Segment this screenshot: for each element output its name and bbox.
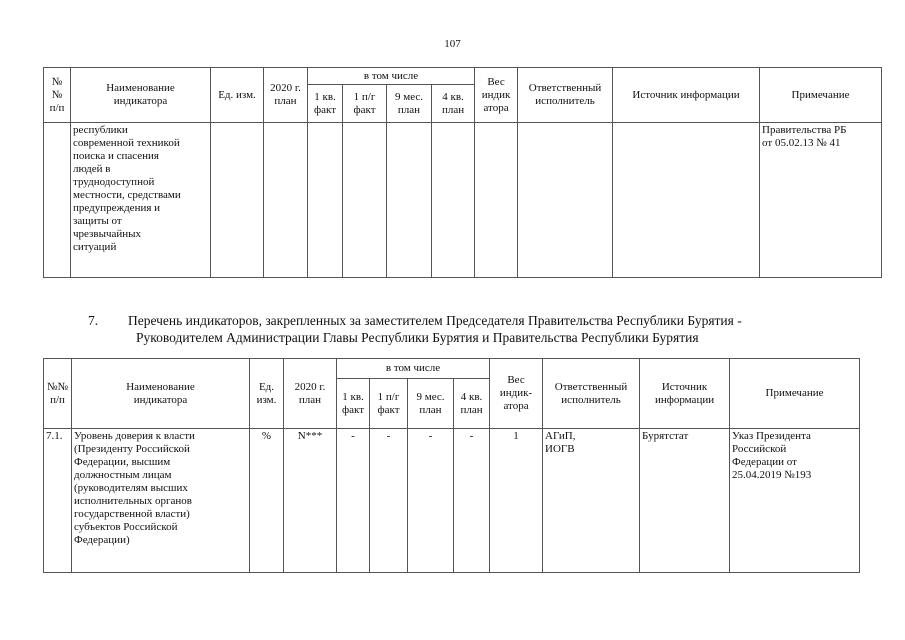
indicator-note: Правительства РБ от 05.02.13 № 41 (760, 123, 882, 278)
header-num: №№ п/п (44, 359, 72, 429)
header-9m-plan: 9 мес. план (387, 85, 432, 123)
indicator-unit: % (250, 429, 284, 573)
section-title-line1: Перечень индикаторов, закрепленных за заместителем Председателя Правительства Республики Бурятия - (128, 313, 742, 328)
page-number: 107 (444, 38, 461, 50)
header-responsible: Ответственный исполнитель (543, 359, 640, 429)
section-title-line2: Руководителем Администрации Главы Республики Бурятия и Правительства Республики Бурятия (136, 330, 699, 345)
header-note: Примечание (730, 359, 860, 429)
header-weight: Вес индик- атора (490, 359, 543, 429)
header-including: в том числе (337, 359, 490, 379)
header-weight: Вес индик атора (475, 68, 518, 123)
table-row (44, 429, 860, 573)
header-h1-fact: 1 п/г факт (370, 379, 408, 429)
indicator-plan-2020: N*** (284, 429, 337, 573)
header-plan-2020: 2020 г. план (264, 68, 308, 123)
indicator-name: Уровень доверия к власти (Президенту Российской Федерации, высшим должностным лицам (руководителям высших исполнительных органов государственной власти) субъектов Российской Федерации) (72, 429, 250, 573)
header-note: Примечание (760, 68, 882, 123)
indicator-note: Указ Президента Российской Федерации от 25.04.2019 №193 (730, 429, 860, 573)
header-plan-2020: 2020 г. план (284, 359, 337, 429)
header-q4-plan: 4 кв. план (432, 85, 475, 123)
indicator-9m-plan: - (408, 429, 454, 573)
header-q4-plan: 4 кв. план (454, 379, 490, 429)
header-name: Наименование индикатора (72, 359, 250, 429)
indicator-weight: 1 (490, 429, 543, 573)
indicator-q4-plan: - (454, 429, 490, 573)
indicator-q1-fact: - (337, 429, 370, 573)
indicator-name: республики современной техникой поиска и спасения людей в труднодоступной местности, средствами предупреждения и защиты от чрезвычайных ситуаций (71, 123, 211, 278)
header-unit: Ед. изм. (211, 68, 264, 123)
indicator-h1-fact: - (370, 429, 408, 573)
header-q1-fact: 1 кв. факт (337, 379, 370, 429)
header-source: Источник информации (640, 359, 730, 429)
indicators-table (43, 358, 860, 573)
header-num: № № п/п (44, 68, 71, 123)
header-including: в том числе (308, 68, 475, 85)
section-number: 7. (88, 313, 99, 328)
header-q1-fact: 1 кв. факт (308, 85, 343, 123)
header-source: Источник информации (613, 68, 760, 123)
header-name: Наименование индикатора (71, 68, 211, 123)
header-9m-plan: 9 мес. план (408, 379, 454, 429)
indicator-responsible: АГиП, ИОГВ (543, 429, 640, 573)
indicator-source: Бурятстат (640, 429, 730, 573)
row-number: 7.1. (44, 429, 72, 573)
header-responsible: Ответственный исполнитель (518, 68, 613, 123)
header-h1-fact: 1 п/г факт (343, 85, 387, 123)
header-unit: Ед. изм. (250, 359, 284, 429)
indicators-table-continued (43, 67, 882, 278)
table-row (44, 123, 882, 278)
